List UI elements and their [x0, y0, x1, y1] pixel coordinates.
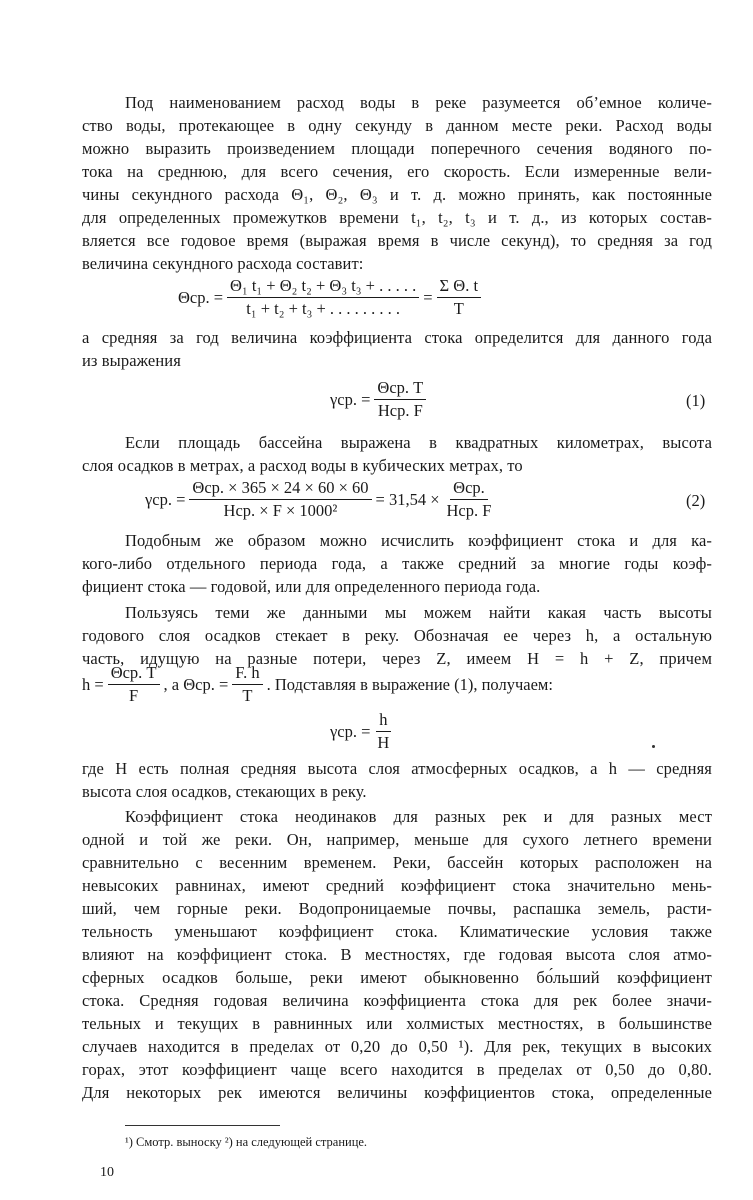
text-line: тока на среднюю, для всего сечения, его скорость. Если измеренные вели- [82, 162, 712, 181]
denominator: T [453, 299, 464, 318]
numerator: Θср. T [374, 378, 426, 400]
text-line: кого-либо отдельного периода года, а также средний за многие годы коэф- [82, 554, 712, 573]
formula-lhs: γср. = [330, 389, 371, 409]
formula-3 [330, 710, 396, 753]
equation-number: (2) [686, 491, 706, 510]
text-line: стока. Средняя годовая величина коэффициента стока для рек более значи- [82, 991, 712, 1010]
formula-connector: , а Θср. = [163, 674, 229, 694]
text-line: высота слоя осадков, стекающих в реку. [82, 782, 367, 801]
text-line: одной и той же реки. Он, например, меньше для сухого летнего времени [82, 830, 712, 849]
fraction [374, 710, 392, 753]
text-line: Коэффициент стока неодинаков для разных рек и для разных мест [125, 807, 712, 826]
numerator: Σ Θ. t [437, 276, 481, 298]
formula-lhs: h = [82, 674, 104, 694]
text-line: невысоких равнинах, имеют средний коэффициент стока значительно мень- [82, 876, 712, 895]
formula-mean-discharge [178, 276, 485, 319]
denominator: t₁ + t₂ + t₃ + . . . . . . . . . [246, 299, 401, 318]
text-line: слоя осадков в метрах, а расход воды в кубических метрах, то [82, 456, 523, 475]
footnote-rule [125, 1125, 280, 1126]
text-line: сравнительно с весенним временем. Реки, бассейн которых расположен на [82, 853, 712, 872]
numerator: Θ₁ t₁ + Θ₂ t₂ + Θ₃ t₃ + . . . . . [227, 276, 419, 298]
equals-sign: = [423, 287, 433, 307]
text-line: где H есть полная средняя высота слоя атмосферных осадков, а h — средняя [82, 759, 712, 778]
formula-lhs: γср. = [145, 489, 186, 509]
text-line: фициент стока — годовой, или для определенного периода года. [82, 577, 541, 596]
text-line: а средняя за год величина коэффициента стока определится для данного года [82, 328, 712, 347]
equation-number: (1) [686, 391, 706, 410]
fraction [444, 478, 495, 521]
denominator: Hср. F [377, 401, 423, 420]
numerator: Θср. [450, 478, 488, 500]
speck-mark [652, 745, 655, 748]
page-number: 10 [100, 1165, 114, 1180]
text-line: для определенных промежутков времени t₁, t₂, t₃ и т. д., из которых состав- [82, 208, 712, 227]
text-line: чины секундного расхода Θ₁, Θ₂, Θ₃ и т. д. можно принять, как постоянные [82, 185, 712, 204]
formula-lhs: γср. = [330, 721, 371, 741]
formula-tail-text: . Подставляя в выражение (1), получаем: [266, 674, 553, 694]
text-line: горах, этот коэффициент чаще всего находится в пределах от 0,50 до 0,80. [82, 1060, 712, 1079]
numerator: h [376, 710, 390, 732]
formula-1 [330, 378, 430, 421]
formula-constant: = 31,54 × [375, 489, 440, 509]
text-line: из выражения [82, 351, 181, 370]
denominator: T [242, 686, 253, 705]
footnote: ¹) Смотр. выноску ²) на следующей странице. [125, 1135, 368, 1149]
text-line: случаев находится в пределах от 0,20 до 0,50 ¹). Для рек, текущих в высоких [82, 1037, 712, 1056]
text-line: Пользуясь теми же данными мы можем найти какая часть высоты [125, 603, 712, 622]
text-line: годового слоя осадков стекает в реку. Обозначая ее через h, а остальную [82, 626, 712, 645]
text-line: Под наименованием расход воды в реке разумеется об’емное количе- [125, 93, 712, 112]
text-line: вляется все годовое время (выражая время в числе секунд), то средняя за год [82, 231, 712, 250]
text-line: влияют на коэффициент стока. В местностях, где годовая высота слоя атмо- [82, 945, 712, 964]
formula-2 [145, 478, 498, 521]
fraction [108, 663, 160, 706]
text-line: ший, чем горные реки. Водопроницаемые почвы, распашка земель, расти- [82, 899, 712, 918]
denominator: Hср. × F × 1000² [223, 501, 338, 520]
numerator: Θср. T [108, 663, 160, 685]
fraction [374, 378, 426, 421]
text-line: тельность уменьшают коэффициент стока. Климатические условия также [82, 922, 712, 941]
text-line: можно выразить произведением площади поперечного сечения водяного по- [82, 139, 712, 158]
text-line: Подобным же образом можно исчислить коэффициент стока и для ка- [125, 531, 712, 550]
numerator: F. h [232, 663, 262, 685]
inline-formula-line [82, 663, 553, 706]
fraction [189, 478, 371, 521]
numerator: Θср. × 365 × 24 × 60 × 60 [189, 478, 371, 500]
text-line: тельных и текущих в равнинных или холмистых местностях, в большинстве [82, 1014, 712, 1033]
text-line: сферных осадков больше, реки имеют обыкновенно бо́льший коэффициент [82, 968, 712, 987]
fraction [437, 276, 481, 319]
text-line: Если площадь бассейна выражена в квадратных километрах, высота [125, 433, 712, 452]
fraction [227, 276, 419, 319]
denominator: H [377, 733, 390, 752]
fraction [232, 663, 262, 706]
text-line: величина секундного расхода составит: [82, 254, 364, 273]
denominator: Hср. F [446, 501, 492, 520]
formula-lhs: Θср. = [178, 287, 224, 307]
text-line: часть, идущую на разные потери, через Z, имеем H = h + Z, причем [82, 649, 712, 668]
text-line: Для некоторых рек имеются величины коэффициентов стока, определенные [82, 1083, 712, 1102]
text-line: ство воды, протекающее в одну секунду в данном месте реки. Расход воды [82, 116, 712, 135]
denominator: F [129, 686, 139, 705]
